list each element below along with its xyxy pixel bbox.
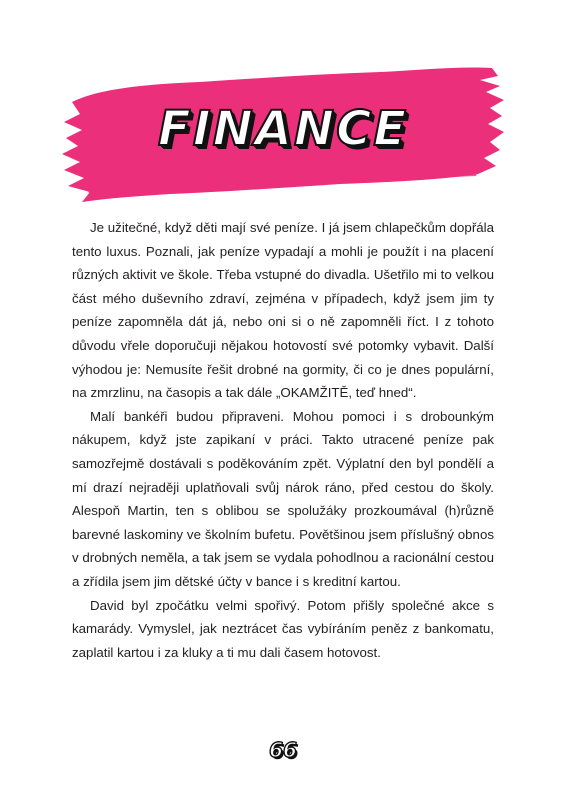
paragraph: David byl zpočátku velmi spořivý. Potom přišly společné akce s kamarády. Vymyslel, jak neztrácet čas vybíráním peněz z bankomatu, zaplatil kartou i za kluky a ti mu dali časem hotovost. <box>72 597 494 660</box>
title-container <box>0 94 566 164</box>
paragraph: Malí bankéři budou připraveni. Mohou pomoci i s drobounkým nákupem, když jste zapikaní v práci. Takto utracené peníze pak samozřejmě dostávali s poděkováním zpět. Výplatní den byl pondělí a mí drazí nejraději uplatňovali svůj nárok ráno, před cestou do školy. Alespoň Martin, ten s oblibou se spolužáky prozkoumával (h)různě barevné laskominy ve školním bufetu. Povětšinou jsem příslušný obnos v drobných neměla, a tak jsem se vydala pohodlnou a racionální cestou a zřídila jsem jim dětské účty v bance i s kreditní kartou. <box>72 408 494 589</box>
body-text <box>72 216 494 664</box>
paragraph: Je užitečné, když děti mají své peníze. I já jsem chlapečkům dopřála tento luxus. Poznali, jak peníze vypadají a mohli je použít i na placení různých aktivit ve škole. Třeba vstupné do divadla. Ušetřilo mi to velkou část mého duševního zdraví, zejména v případech, když jsem jim ty peníze zapomněla dát já, nebo oni si o ně zapomněli říct. I z tohoto důvodu vřele doporučuji nějakou hotovostí své potomky vybavit. Další výhodou je: Nemusíte řešit drobné na gormity, či co je dnes populární, na zmrzlinu, na časopis a tak dále „OKAMŽITĚ, teď hned“. <box>72 220 494 401</box>
page-number: 66 <box>269 738 297 762</box>
page-title: FINANCE <box>157 101 409 157</box>
